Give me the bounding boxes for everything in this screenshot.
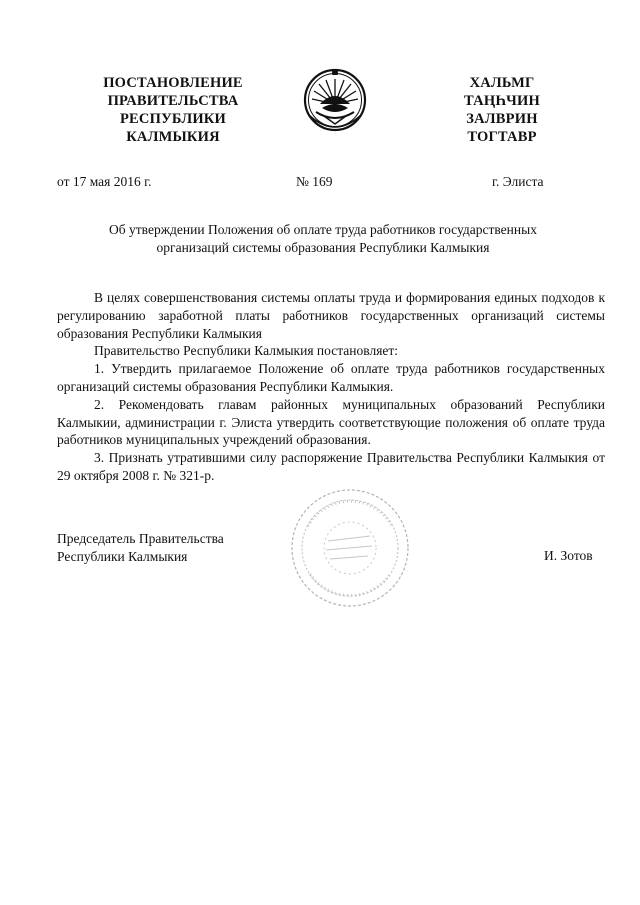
signatory-name: И. Зотов bbox=[544, 548, 593, 563]
header-right-line: ТАҢҺЧИН bbox=[464, 93, 540, 109]
header-left-line: КАЛМЫКИЯ bbox=[126, 129, 220, 145]
kalmykia-coat-of-arms-icon bbox=[302, 66, 368, 138]
header-left-line: РЕСПУБЛИКИ bbox=[119, 111, 227, 127]
signatory-title-line: Председатель Правительства bbox=[57, 531, 224, 546]
header-right-line: ЗАЛВРИН bbox=[466, 111, 538, 127]
header-left-line: ПОСТАНОВЛЕНИЕ bbox=[103, 75, 243, 91]
clause-3: 3. Признать утратившими силу распоряжение Правительства Республики Калмыкия от 29 октября 2008 г. № 321-р. bbox=[57, 450, 605, 483]
clause-2: 2. Рекомендовать главам районных муниципальных образований Республики Калмыкии, администрации г. Элиста утвердить соответствующие положения об оплате труда работников муниципальных учреждений образования. bbox=[57, 396, 605, 448]
document-city: г. Элиста bbox=[492, 174, 544, 189]
signatory-title-line: Республики Калмыкия bbox=[57, 549, 188, 564]
document-body bbox=[57, 289, 605, 485]
document-title bbox=[60, 221, 586, 257]
header-right-line: ТОГТАВР bbox=[467, 129, 537, 145]
clause-1: 1. Утвердить прилагаемое Положение об оплате труда работников государственных организаций системы образования Республики Калмыкия. bbox=[57, 361, 605, 394]
title-line: Об утверждении Положения об оплате труда работников государственных bbox=[109, 222, 537, 237]
header-left-line: ПРАВИТЕЛЬСТВА bbox=[107, 93, 239, 109]
official-seal-stamp-icon bbox=[288, 486, 412, 610]
document-number: № 169 bbox=[296, 174, 333, 189]
title-line: организаций системы образования Республики Калмыкия bbox=[156, 240, 490, 255]
resolution-intro: Правительство Республики Калмыкия постановляет: bbox=[94, 343, 399, 359]
header-right-block bbox=[452, 74, 552, 146]
preamble-paragraph: В целях совершенствования системы оплаты труда и формирования единых подходов к регулированию заработной платы работников государственных организаций системы образования Республики Калмыкия bbox=[57, 290, 605, 341]
document-date: от 17 мая 2016 г. bbox=[57, 174, 152, 189]
signatory-title bbox=[57, 530, 224, 566]
header-right-line: ХАЛЬМГ bbox=[469, 75, 535, 91]
header-left-block bbox=[98, 74, 248, 146]
